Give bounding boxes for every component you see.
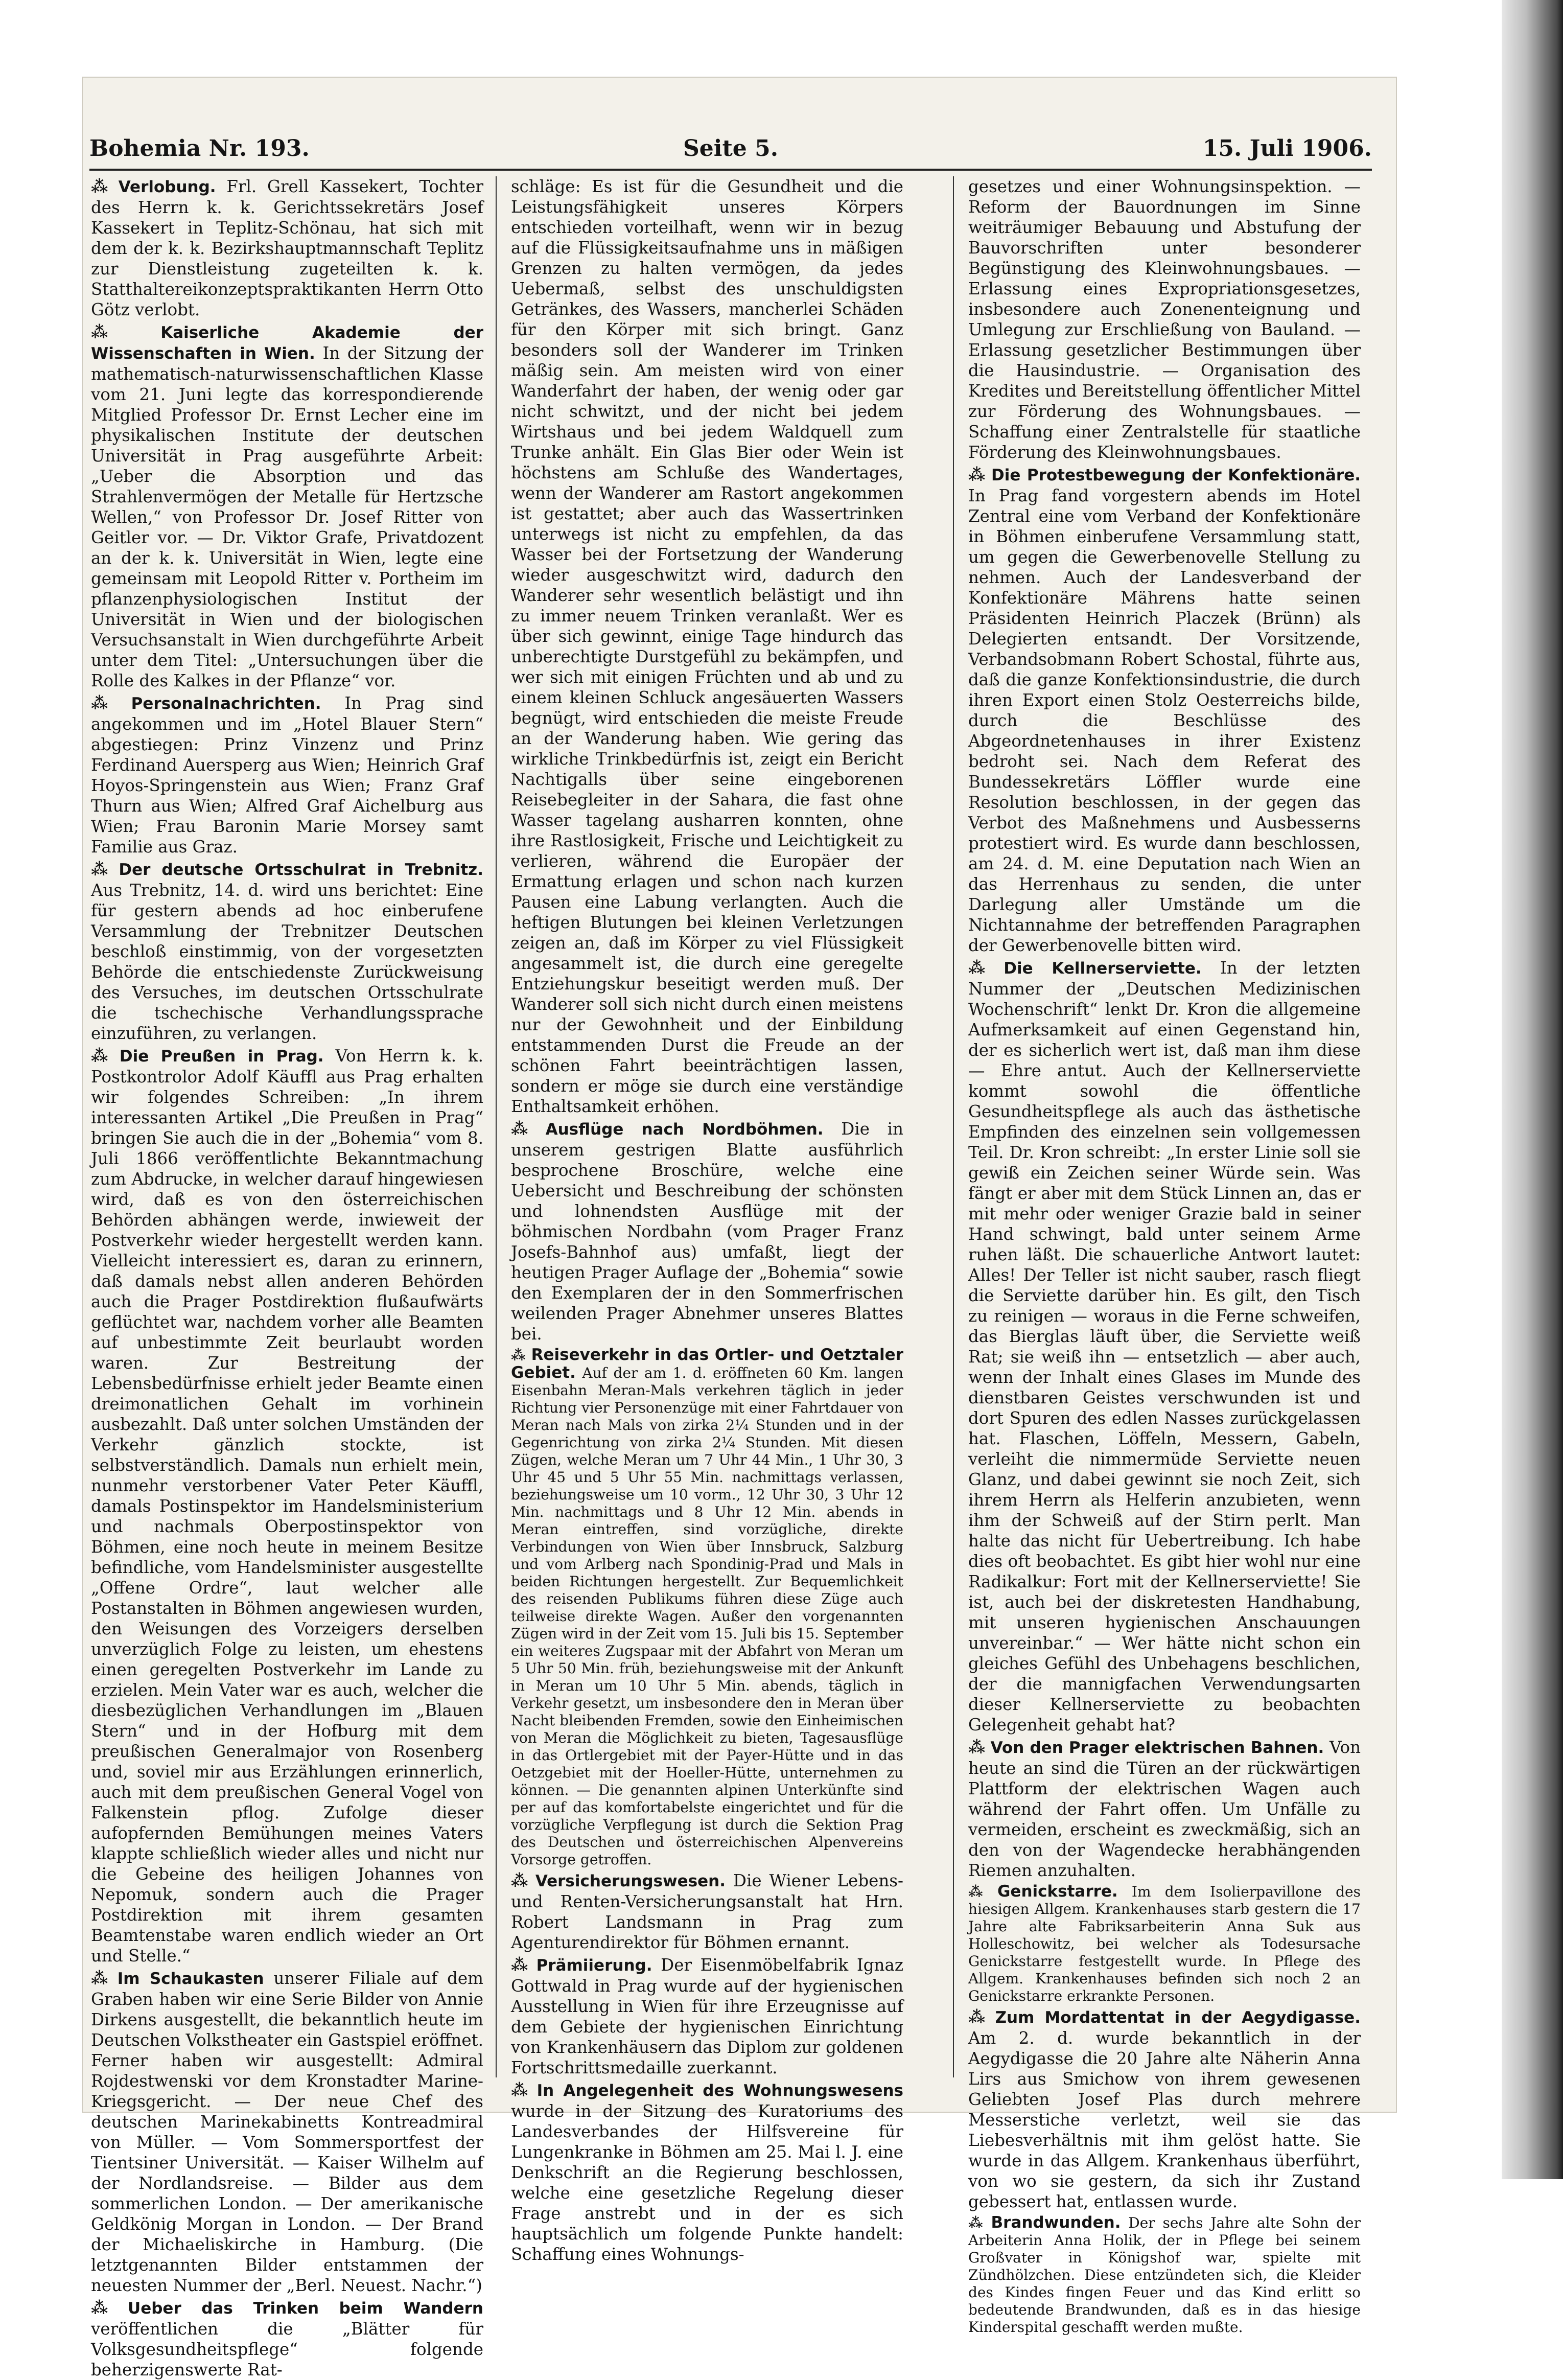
article-paragraph [968, 2214, 1361, 2336]
column-divider [496, 176, 497, 2077]
asterism-icon: ⁂ [91, 322, 157, 342]
article-paragraph [91, 693, 483, 857]
article-heading: Genickstarre. [997, 1882, 1118, 1901]
article-text: wurde in der Sitzung des Kuratoriums des Landesverbandes der Hilfsvereine für Lungenkranke in Böhmen am 25. Mai l. J. eine Denkschrift an die Regierung beschlossen, welche eine gesetzliche Regelung dieser Frage anstrebt und in der es sich hauptsächlich um folgende Punkte handelt: Schaffung eines Wohnungs- [511, 2101, 903, 2264]
article-text: In Prag fand vorgestern abends im Hotel Zentral eine vom Verband der Konfektionäre in Böhmen einberufene Versammlung statt, um gegen die Gewerbenovelle Stellung zu nehmen. Auch der Landesverband der Konfektionäre Mährens hatte seinen Präsidenten Heinrich Placzek (Brünn) als Delegierten entsandt. Der Vorsitzende, Verbandsobmann Robert Schostal, führte aus, daß die ganze Konfektionsindustrie, die durch ihren Export einen Stolz Oesterreichs bilde, durch die Beschlüsse des Abgeordnetenhauses in ihrer Existenz bedroht sei. Nach dem Referat des Bundessekretärs Löffler wurde eine Resolution beschlossen, in der gegen das Verbot des Maßnehmens und Ausbesserns protestiert wird. Es wurde dann beschlossen, am 24. d. M. eine Deputation nach Wien an das Herrenhaus zu senden, die unter Darlegung aller Umstände um die Nichtannahme der betreffenden Paragraphen der Gewerbenovelle bitten wird. [968, 486, 1361, 955]
asterism-icon: ⁂ [91, 2298, 124, 2318]
column-1 [91, 176, 484, 2379]
asterism-icon: ⁂ [91, 693, 127, 713]
article-heading: Die Protestbewegung der Konfektionäre. [991, 466, 1361, 484]
asterism-icon: ⁂ [511, 1870, 531, 1890]
article-text: Auf der am 1. d. eröffneten 60 Km. langen Eisenbahn Meran-Mals verkehren täglich in jeder Richtung vier Personenzüge mit einer Fahrtdauer von Meran nach Mals von zirka 2¼ Stunden und in der Gegenrichtung von zirka 2¼ Stunden. Mit diesen Zügen, welche Meran um 7 Uhr 44 Min., 1 Uhr 30, 3 Uhr 45 und 5 Uhr 55 Min. nachmittags verlassen, beziehungsweise um 10 vorm., 12 Uhr 30, 3 Uhr 12 Min. nachmittags und 8 Uhr 12 Min. abends in Meran eintreffen, sind vorzügliche, direkte Verbindungen von Wien über Innsbruck, Salzburg und vom Arlberg nach Spondinig-Prad und Mals in beiden Richtungen hergestellt. Zur Bequemlichkeit des reisenden Publikums führen diese Züge auch teilweise direkte Wagen. Außer den vorgenannten Zügen wird in der Zeit vom 15. Juli bis 15. September ein weiteres Zugspaar mit der Abfahrt von Meran um 5 Uhr 50 Min. früh, beziehungsweise mit der Ankunft in Meran um 10 Uhr 5 Min. abends, täglich in Verkehr gesetzt, um insbesondere den in Meran über Nacht bleibenden Fremden, sowie den Einheimischen von Meran die Möglichkeit zu bieten, Tagesausflüge in das Ortlergebiet mit der Payer-Hütte und in das Oetzgebiet mit der Hoeller-Hütte, unternehmen zu können. — Die genannten alpinen Unterkünfte sind per auf das komfortabelste eingerichtet und für die vorzügliche Verpflegung ist durch die Sektion Prag des Deutschen und österreichischen Alpenvereins Vorsorge getroffen. [511, 1365, 903, 1868]
asterism-icon: ⁂ [968, 1737, 987, 1757]
masthead-issue: Bohemia Nr. 193. [89, 135, 310, 161]
scan-edge-shadow [1502, 0, 1563, 2179]
article-text: Von heute an sind die Türen an der rückwärtigen Plattform der elektrischen Wagen auch während der Fahrt offen. Um Unfälle zu vermeiden, erscheint es zweckmäßig, sich an den von der Wagendecke herabhängenden Riemen anzuhalten. [968, 1738, 1361, 1880]
article-heading: Zum Mordattentat in der Aegydigasse. [995, 2008, 1361, 2027]
article-paragraph [968, 2007, 1361, 2212]
article-paragraph [91, 1046, 483, 1966]
article-text: veröffentlichen die „Blätter für Volksgesundheitspflege“ folgende beherzigenswerte Rat- [91, 2319, 483, 2379]
article-heading: Im Schaukasten [117, 1970, 264, 1988]
asterism-icon: ⁂ [91, 1046, 115, 1066]
article-text: Im dem Isolierpavillone des hiesigen Allgem. Krankenhauses starb gestern die 17 Jahre alte Fabriksarbeiterin Anna Suk aus Holleschowitz, bei welcher als Todesursache Genickstarre festgestellt wurde. In Pflege des Allgem. Krankenhauses befinden sich noch 2 an Genickstarre erkrankte Personen. [968, 1883, 1361, 2004]
article-text: Aus Trebnitz, 14. d. wird uns berichtet: Eine für gestern abends ad hoc einberufene Versammlung der Trebnitzer Deutschen beschloß einstimmig, von der vorgesetzten Behörde die entschiedenste Zurückweisung des Versuches, im deutschen Ortsschulrate die tschechische Verhandlungssprache einzuführen, zu verlangen. [91, 881, 483, 1043]
asterism-icon: ⁂ [511, 1955, 532, 1975]
article-paragraph [511, 1955, 903, 2078]
column-3 [968, 176, 1361, 2336]
article-heading: Die Preußen in Prag. [119, 1047, 324, 1066]
article-text: Frl. Grell Kassekert, Tochter des Herrn k. k. Gerichtssekretärs Josef Kassekert in Teplitz-Schönau, hat sich mit dem der k. k. Bezirkshauptmannschaft Teplitz zur Dienstleistung zugeteilten k. k. Statthaltereikonzeptspraktikanten Herrn Otto Götz verlobt. [91, 177, 484, 319]
article-heading: In Angelegenheit des Wohnungswesens [536, 2082, 903, 2100]
article-paragraph [91, 859, 483, 1044]
article-paragraph [91, 1968, 483, 2296]
column-2 [511, 176, 903, 2264]
asterism-icon: ⁂ [511, 1347, 527, 1364]
article-paragraph [968, 1737, 1361, 1881]
column-divider [953, 176, 954, 2077]
article-text: gesetzes und einer Wohnungsinspektion. — Reform der Bauordnungen im Sinne weiträumiger Bebauung und Abstufung der Bauvorschriften unter besonderer Begünstigung des Kleinwohnungsbaues. — Erlassung eines Expropriationsgesetzes, insbesondere auch Zonenenteignung und Umlegung zur Erschließung von Bauland. — Erlassung gesetzlicher Bestimmungen über die Hausindustrie. — Organisation des Kredites und Bereitstellung öffentlicher Mittel zur Förderung des Wohnungsbaues. — Schaffung einer Zentralstelle für staatliche Förderung des Kleinwohnungsbaues. [968, 177, 1361, 462]
article-heading: Verlobung. [118, 178, 216, 196]
asterism-icon: ⁂ [91, 176, 114, 196]
asterism-icon: ⁂ [968, 958, 1000, 978]
masthead [89, 135, 1372, 165]
article-paragraph [511, 1119, 903, 1344]
article-paragraph [968, 958, 1361, 1735]
article-text: Der sechs Jahre alte Sohn der Arbeiterin Anna Holik, der in Pflege bei seinem Großvater in Königshof war, spielte mit Zündhölzchen. Diese entzündeten sich, die Kleider des Kindes fingen Feuer und das Kind erlitt so bedeutende Brandwunden, daß es in das hiesige Kinderspital geschafft werden mußte. [968, 2214, 1361, 2336]
article-heading: Kaiserliche Akademie der Wissenschaften in Wien. [91, 324, 483, 363]
masthead-page-number: Seite 5. [683, 135, 779, 161]
article-text: Am 2. d. wurde bekanntlich in der Aegydigasse die 20 Jahre alte Näherin Anna Lirs aus Smichow von ihrem gewesenen Geliebten Josef Plas durch mehrere Messerstiche verletzt, weil sie das Liebesverhältnis mit ihm gelöst hatte. Sie wurde in das Allgem. Krankenhaus überführt, von wo sie gestern, da sich ihr Zustand gebessert hat, entlassen wurde. [968, 2028, 1361, 2211]
article-paragraph [968, 1883, 1361, 2005]
asterism-icon: ⁂ [968, 465, 987, 484]
article-heading: Ueber das Trinken beim Wandern [128, 2299, 483, 2318]
article-text: unserer Filiale auf dem Graben haben wir eine Serie Bilder von Annie Dirkens ausgestellt, die bekanntlich heute im Deutschen Volkstheater ein Gastspiel eröffnet. Ferner haben wir ausgestellt: Admiral Rojdestwenski vor dem Kronstadter Marine-Kriegsgericht. — Der neue Chef des deutschen Marinekabinetts Kontreadmiral von Müller. — Vom Sommersportfest der Tientsiner Universität. — Kaiser Wilhelm auf der Nordlandsreise. — Bilder aus dem sommerlichen London. — Der amerikanische Geldkönig Morgan in London. — Der Brand der Michaeliskirche in Hamburg. (Die letztgenannten Bilder entstammen der neuesten Nummer der „Berl. Neuest. Nachr.“) [91, 1969, 483, 2295]
article-heading: Brandwunden. [991, 2213, 1121, 2232]
article-heading: Versicherungswesen. [535, 1872, 726, 1890]
asterism-icon: ⁂ [968, 2214, 987, 2231]
article-text: In Prag sind angekommen und im „Hotel Blauer Stern“ abgestiegen: Prinz Vinzenz und Prinz Ferdinand Auersperg aus Wien; Heinrich Graf Hoyos-Springenstein aus Wien; Franz Graf Thurn aus Wien; Alfred Graf Aichelburg aus Wien; Frau Baronin Marie Morsey samt Familie aus Graz. [91, 694, 483, 857]
article-text: Der Eisenmöbelfabrik Ignaz Gottwald in Prag wurde auf der hygienischen Ausstellung in Wien für ihre Erzeugnisse auf dem Gebiete der hygienischen Einrichtung von Krankenhäusern das Diplom zur goldenen Fortschrittsmedaille zuerkannt. [511, 1955, 903, 2077]
article-paragraph [91, 176, 483, 320]
article-heading: Personalnachrichten. [131, 695, 321, 713]
article-paragraph [968, 465, 1361, 956]
article-text: schläge: Es ist für die Gesundheit und die Leistungsfähigkeit unseres Körpers entschieden vorteilhaft, wenn wir in bezug auf die Flüssigkeitsaufnahme uns in mäßigen Grenzen zu halten vermögen, da jedes Uebermaß, selbst des unschuldigsten Getränkes, des Wassers, mancherlei Schäden für den Körper mit sich bringt. Ganz besonders soll der Wanderer im Trinken mäßig sein. Am meisten wird von einer Wanderfahrt der haben, der wenig oder gar nicht schwitzt, und der nicht bei jedem Wirtshaus und bei jedem Waldquell zum Trunke anhält. Ein Glas Bier oder Wein ist höchstens am Schluße des Wandertages, wenn der Wanderer am Rastort angekommen ist gestattet; aber auch das Wassertrinken unterwegs ist nicht zu empfehlen, da das Wasser bei der Fortsetzung der Wanderung wieder ausgeschwitzt wird, dadurch den Wanderer sehr wesentlich belästigt und ihn zu immer neuem Trinken veranlaßt. Wer es über sich gewinnt, einige Tage hindurch das unberechtigte Durstgefühl zu bekämpfen, und wer sich mit einigen Früchten und ab und zu einem kleinen Schluck angesäuerten Wassers begnügt, wird entschieden die meiste Freude an der Wanderung haben. Wie gering das wirkliche Trinkbedürfnis ist, zeigt ein Bericht Nachtigalls über seine eingeborenen Reisebegleiter in der Sahara, die fast ohne Wasser tagelang ausharren konnten, ohne ihre Rastlosigkeit, Frische und Leichtigkeit zu verlieren, während die Europäer der Ermattung erlagen und schon nach kurzen Pausen eine Labung verlangten. Auch die heftigen Blutungen bei kleinen Verletzungen zeigen an, daß im Körper zu viel Flüssigkeit angesammelt ist, die durch eine geregelte Entziehungskur beseitigt werden muß. Der Wanderer soll sich nicht durch einen meistens nur der Gewohnheit und der Einbildung entstammenden Durst die Freude an der schönen Fahrt beeinträchtigen lassen, sondern er möge sie durch eine verständige Enthaltsamkeit erhöhen. [511, 177, 903, 1116]
article-heading: Prämiierung. [536, 1956, 652, 1975]
article-paragraph [511, 1870, 903, 1953]
article-heading: Von den Prager elektrischen Bahnen. [990, 1739, 1324, 1757]
asterism-icon: ⁂ [968, 1883, 993, 1900]
article-paragraph [511, 176, 903, 1117]
asterism-icon: ⁂ [511, 1119, 542, 1139]
article-paragraph [91, 322, 483, 691]
article-paragraph [91, 2298, 483, 2380]
masthead-rule [89, 169, 1372, 171]
article-heading: Reiseverkehr in das Ortler- und Oetztaler Gebiet. [511, 1346, 903, 1382]
article-paragraph [968, 176, 1361, 463]
article-paragraph [511, 1346, 903, 1868]
asterism-icon: ⁂ [91, 1968, 113, 1988]
article-text: In der letzten Nummer der „Deutschen Medizinischen Wochenschrift“ lenkt Dr. Kron die allgemeine Aufmerksamkeit auf einen Gegenstand hin, der es sicherlich wert ist, daß man ihm diese — Ehre antut. Auch der Kellnerserviette kommt sowohl die öffentliche Gesundheitspflege als auch das ästhetische Empfinden des einzelnen sein vollgemessen Teil. Dr. Kron schreibt: „In erster Linie soll sie gewiß ein Zeichen seiner Würde sein. Was fängt er aber mit dem Stück Linnen an, das er mit mehr oder weniger Grazie bald in seiner Hand schwingt, bald unter seinem Arme ruhen läßt. Die schauerliche Antwort lautet: Alles! Der Teller ist nicht sauber, rasch fliegt die Serviette darüber hin. Es gilt, den Tisch zu reinigen — woraus in die Ferne schweifen, das Bierglas läuft über, die Serviette weiß Rat; sie weiß ihn — entsetzlich — aber auch, wenn der Inhalt eines Glases im Munde des dienstbaren Geistes verschwunden ist und dort Spuren des edlen Nasses zurückgelassen hat. Flaschen, Löffeln, Messern, Gabeln, verleiht die nimmermüde Serviette neuen Glanz, und dabei gewinnt sie noch Zeit, sich ihrem Herrn als Helferin anzubieten, wenn ihm der Schweiß auf der Stirn perlt. Man halte das nicht für Uebertreibung. Ich habe dies oft beobachtet. Es gibt hier wohl nur eine Radikalkur: Fort mit der Kellnerserviette! Sie ist, auch bei der diskretesten Handhabung, mit unseren hygienischen Anschauungen unvereinbar.“ — Wer hätte nicht schon ein gleiches Gefühl des Unbehagens beschlichen, der die mannigfachen Verwendungsarten dieser Kellnerserviette zu beobachten Gelegenheit gehabt hat? [968, 958, 1361, 1735]
article-text: Die Wiener Lebens- und Renten-Versicherungsanstalt hat Hrn. Robert Landsmann in Prag zum Agenturendirektor für Böhmen ernannt. [511, 1871, 903, 1952]
asterism-icon: ⁂ [968, 2007, 991, 2027]
masthead-date: 15. Juli 1906. [1202, 135, 1372, 161]
asterism-icon: ⁂ [511, 2080, 533, 2100]
article-heading: Die Kellnerserviette. [1004, 959, 1202, 978]
article-paragraph [511, 2080, 903, 2265]
article-text: Die in unserem gestrigen Blatte ausführlich besprochene Broschüre, welche eine Uebersicht und Beschreibung der schönsten und lohnendsten Ausflüge mit der böhmischen Nordbahn (vom Prager Franz Josefs-Bahnhof aus) umfaßt, liegt der heutigen Prager Auflage der „Bohemia“ sowie den Exemplaren der in den Sommerfrischen weilenden Prager Abnehmer unseres Blattes bei. [511, 1119, 903, 1344]
asterism-icon: ⁂ [91, 859, 115, 879]
article-heading: Der deutsche Ortsschulrat in Trebnitz. [119, 861, 483, 879]
article-text: Von Herrn k. k. Postkontrolor Adolf Käuffl aus Prag erhalten wir folgendes Schreiben: „In ihrem interessanten Artikel „Die Preußen in Prag“ bringen Sie auch die in der „Bohemia“ vom 8. Juli 1866 veröffentlichte Bekanntmachung zum Abdrucke, in welcher darauf hingewiesen wird, daß es von den österreichischen Behörden abhängen werde, inwieweit der Postverkehr wieder hergestellt werden kann. Vielleicht interessiert es, daran zu erinnern, daß damals nebst allen anderen Behörden auch die Prager Postdirektion flußaufwärts geflüchtet war, nachdem vorher alle Beamten auf unbestimmte Zeit beurlaubt worden waren. Zur Bestreitung der Lebensbedürfnisse erhielt jeder Beamte einen dreimonatlichen Gehalt im vorhinein ausbezahlt. Daß unter solchen Umständen der Verkehr gänzlich stockte, ist selbstverständlich. Damals nun erhielt mein, nunmehr verstorbener Vater Peter Käuffl, damals Postinspektor im Handelsministerium und nachmals Oberpostinspektor von Böhmen, eine noch heute in meinem Besitze befindliche, vom Handelsminister ausgestellte „Offene Ordre“, laut welcher alle Postanstalten in Böhmen angewiesen wurden, den Weisungen des Vorzeigers derselben unverzüglich Folge zu leisten, um ehestens einen geregelten Postverkehr im Lande zu erzielen. Mein Vater war es auch, welcher die diesbezüglichen Verhandlungen im „Blauen Stern“ und in der Hofburg mit dem preußischen Generalmajor von Rosenberg und, soviel mir aus Erzählungen erinnerlich, auch mit dem preußischen General Vogel von Falkenstein pflog. Zufolge dieser aufopfernden Bemühungen meines Vaters klappte schließlich wieder alles und nicht nur die Gebeine des heiligen Johannes von Nepomuk, sondern auch die Prager Postdirektion mit ihrem gesamten Beamtenstabe waren endlich wieder an Ort und Stelle.“ [91, 1046, 483, 1966]
article-heading: Ausflüge nach Nordböhmen. [545, 1120, 824, 1139]
article-text: In der Sitzung der mathematisch-naturwissenschaftlichen Klasse vom 21. Juni legte das korrespondierende Mitglied Professor Dr. Ernst Lecher eine im physikalischen Institute der deutschen Universität in Prag ausgeführte Arbeit: „Ueber die Absorption und das Strahlenvermögen der Metalle für Hertzsche Wellen,“ von Professor Dr. Josef Ritter von Geitler vor. — Dr. Viktor Grafe, Privatdozent an der k. k. Universität in Wien, legte eine gemeinsam mit Leopold Ritter v. Portheim im pflanzenphysiologischen Institut der Universität in Wien und der biologischen Versuchsanstalt in Wien durchgeführte Arbeit unter dem Titel: „Untersuchungen über die Rolle des Kalkes in der Pflanze“ vor. [91, 343, 483, 690]
